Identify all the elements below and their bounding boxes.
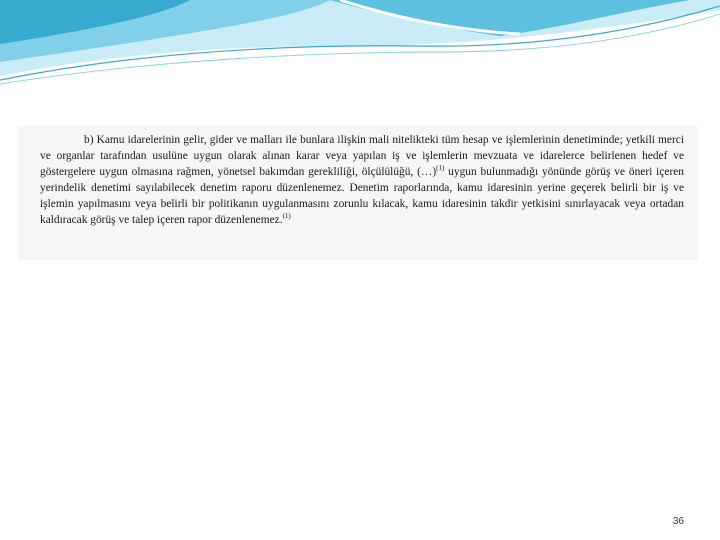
header-wave-decoration [0,0,720,90]
footnote-marker: (1) [282,212,291,221]
legal-paragraph [40,132,684,228]
page-number: 36 [672,516,684,527]
paragraph-text-part2: uygun bulunmadığı yönünde görüş ve öneri içeren yerindelik denetimi sayılabilecek denetim raporu düzenlenemez. Denetim raporlarında, kamu idaresinin yerine geçerek belirli bir iş ve işlemin yapılmasını veya belirli bir politikanın uygulanmasını zorunlu kılacak, kamu idaresinin takdir yetkisini sınırlayacak veya ortadan kaldıracak görüş ve talep içeren rapor düzenlenemez. [40,166,685,226]
footnote-marker: (1) [436,164,445,173]
paragraph-text-part1: b) Kamu idarelerinin gelir, gider ve malları ile bunlara ilişkin mali nitelikteki tüm hesap ve işlemlerinin denetiminde; yetkili merci ve organlar tarafından usulüne uygun olarak alınan karar veya yapılan iş ve işlemlerin mevzuata ve idarelerce belirlenen hedef ve göstergelere uygun olmasına rağmen, yönetsel bakımdan gerekliliği, ölçülülüğü, (…) [40,134,684,178]
legal-text-excerpt [18,126,698,260]
